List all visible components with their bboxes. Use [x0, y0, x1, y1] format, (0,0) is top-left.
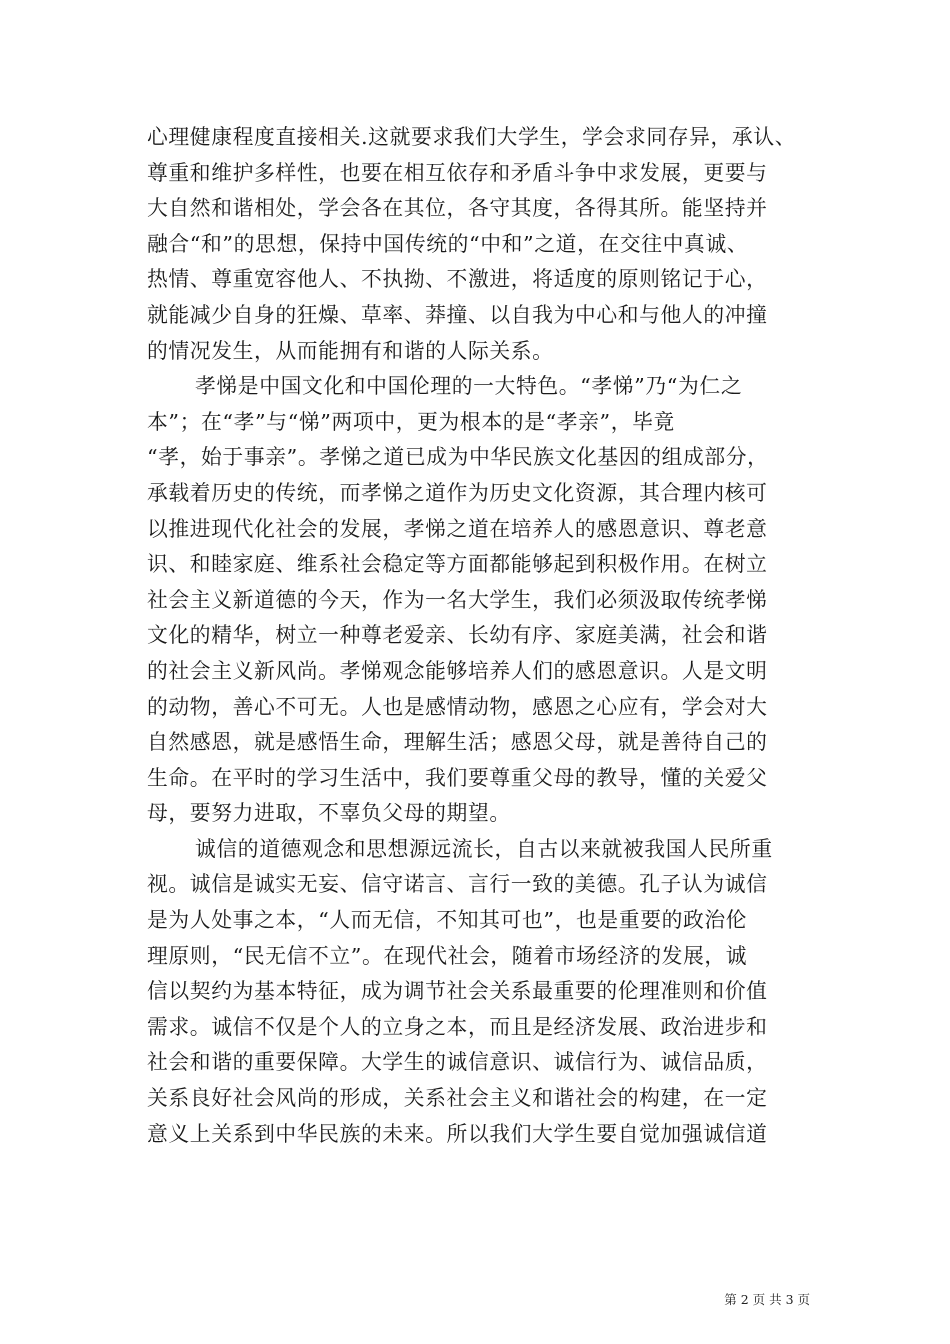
paragraph-start-line: 诚信的道德观念和思想源远流长，自古以来就被我国人民所重: [195, 836, 773, 861]
text-line: 理原则，“民无信不立”。在现代社会，随着市场经济的发展，诚: [147, 943, 748, 968]
text-line: 本”；在“孝”与“悌”两项中，更为根本的是“孝亲”，毕竟: [147, 409, 675, 434]
text-line: 意义上关系到中华民族的未来。所以我们大学生要自觉加强诚信道: [147, 1121, 768, 1146]
text-line: 以推进现代化社会的发展，孝悌之道在培养人的感恩意识、尊老意: [147, 516, 768, 541]
text-line: 母，要努力进取，不辜负父母的期望。: [147, 801, 511, 826]
text-line: 信以契约为基本特征，成为调节社会关系最重要的伦理准则和价值: [147, 979, 768, 1004]
text-line: 社会主义新道德的今天，作为一名大学生，我们必须汲取传统孝悌: [147, 587, 768, 612]
text-line: “孝，始于事亲”。孝悌之道已成为中华民族文化基因的组成部分，: [147, 445, 769, 470]
text-line: 视。诚信是诚实无妄、信守诺言、言行一致的美德。孔子认为诚信: [147, 872, 768, 897]
text-line: 承载着历史的传统，而孝悌之道作为历史文化资源，其合理内核可: [147, 480, 768, 505]
text-line: 大自然和谐相处，学会各在其位，各守其度，各得其所。能坚持并: [147, 196, 768, 221]
text-line: 生命。在平时的学习生活中，我们要尊重父母的教导，懂的关爱父: [147, 765, 768, 790]
text-line: 社会和谐的重要保障。大学生的诚信意识、诚信行为、诚信品质，: [147, 1050, 768, 1075]
text-line: 文化的精华，树立一种尊老爱亲、长幼有序、家庭美满，社会和谐: [147, 623, 768, 648]
paragraph-start-line: 孝悌是中国文化和中国伦理的一大特色。“孝悌”乃“为仁之: [195, 374, 743, 399]
text-line: 的动物，善心不可无。人也是感情动物，感恩之心应有，学会对大: [147, 694, 768, 719]
text-line: 热情、尊重宽容他人、不执拗、不激进，将适度的原则铭记于心，: [147, 267, 768, 292]
text-line: 关系良好社会风尚的形成，关系社会主义和谐社会的构建，在一定: [147, 1086, 768, 1111]
body-text: [147, 120, 803, 1152]
text-line: 尊重和维护多样性，也要在相互依存和矛盾斗争中求发展，更要与: [147, 160, 768, 185]
text-line: 需求。诚信不仅是个人的立身之本，而且是经济发展、政治进步和: [147, 1014, 768, 1039]
text-line: 心理健康程度直接相关.这就要求我们大学生，学会求同存异，承认、: [147, 125, 797, 149]
text-line: 自然感恩，就是感悟生命，理解生活；感恩父母，就是善待自己的: [147, 730, 768, 755]
text-line: 识、和睦家庭、维系社会稳定等方面都能够起到积极作用。在树立: [147, 552, 768, 577]
text-line: 就能减少自身的狂燥、草率、莽撞、以自我为中心和与他人的冲撞: [147, 302, 768, 327]
page-number: 第 2 页 共 3 页: [724, 1292, 810, 1307]
text-line: 融合“和”的思想，保持中国传统的“中和”之道，在交往中真诚、: [147, 231, 749, 256]
text-line: 的社会主义新风尚。孝悌观念能够培养人们的感恩意识。人是文明: [147, 658, 768, 683]
text-line: 是为人处事之本，“人而无信，不知其可也”，也是重要的政治伦: [147, 908, 748, 933]
text-line: 的情况发生，从而能拥有和谐的人际关系。: [147, 338, 554, 363]
